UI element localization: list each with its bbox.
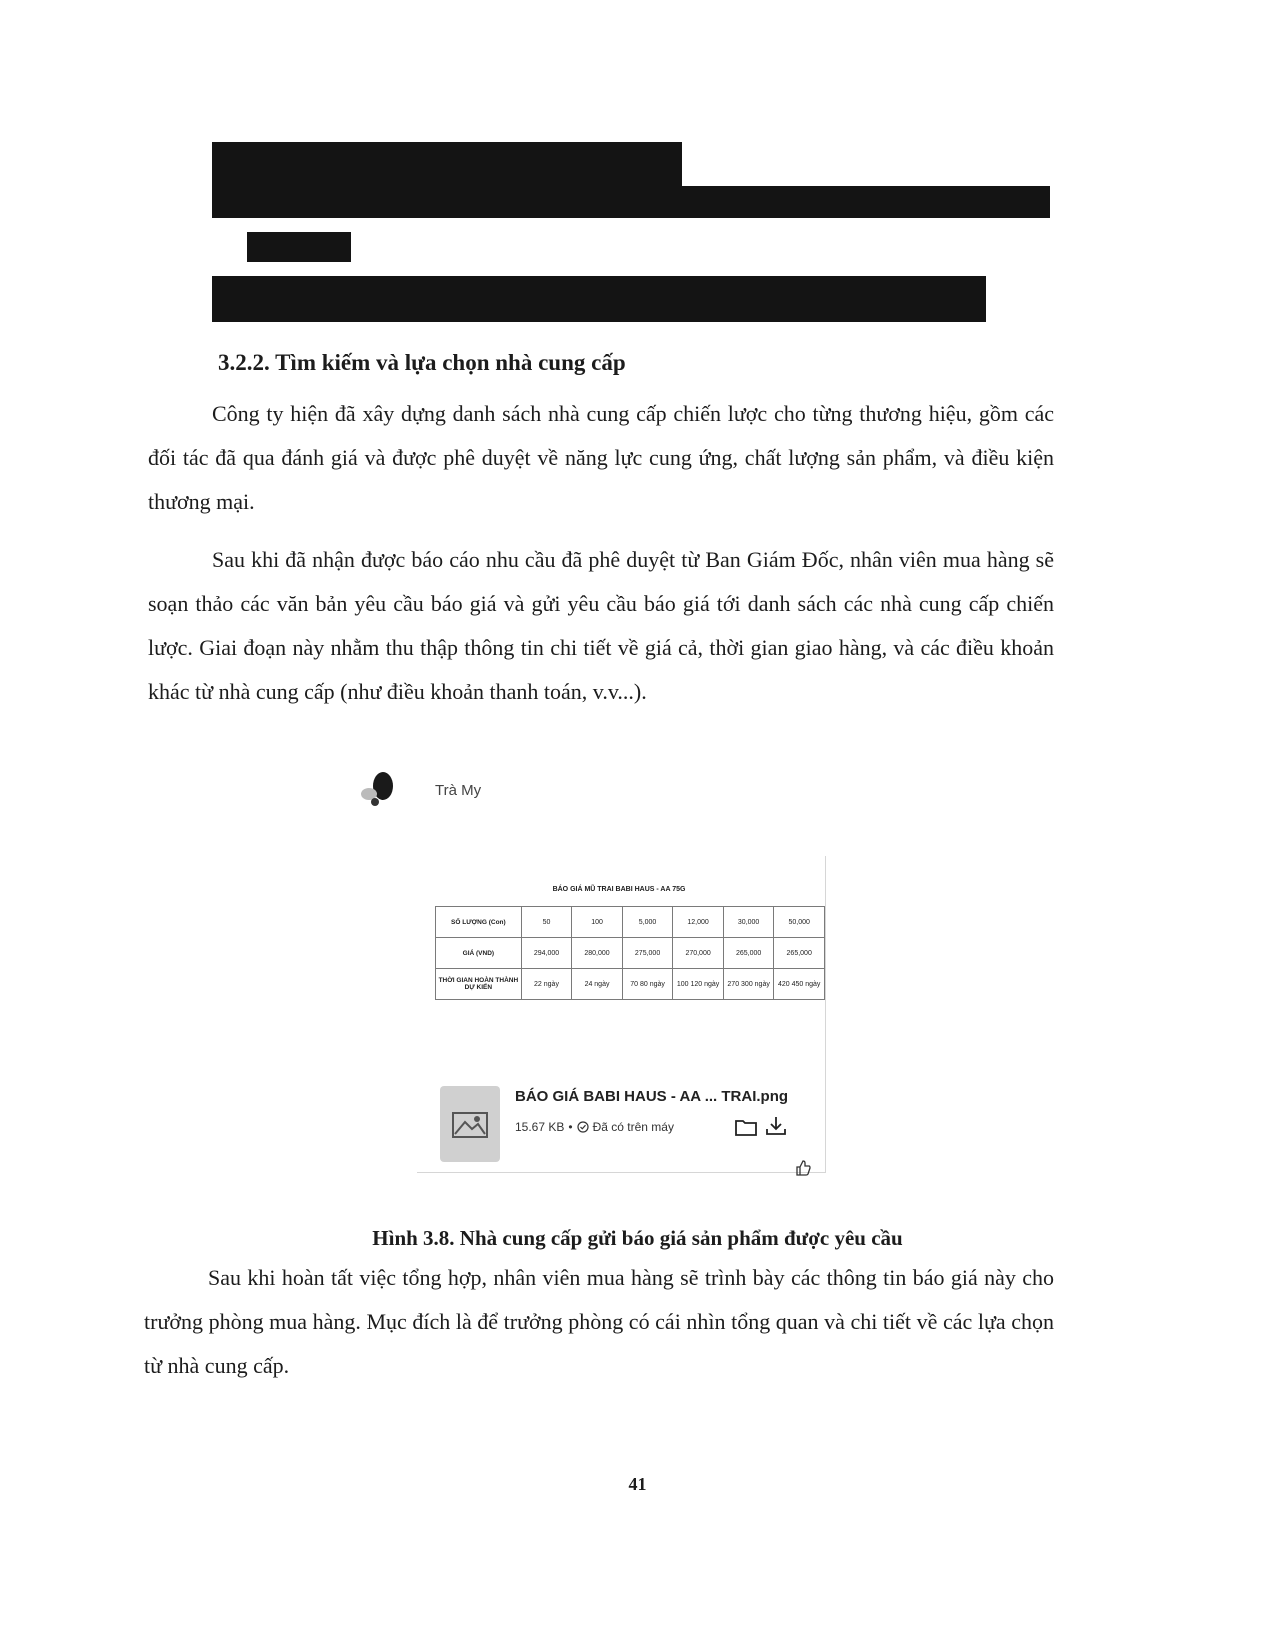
thumbs-up-icon[interactable]	[795, 1160, 811, 1181]
paragraph-1: Công ty hiện đã xây dựng danh sách nhà cung cấp chiến lược cho từng thương hiệu, gồm các đối tác đã qua đánh giá và được phê duyệt về năng lực cung ứng, chất lượng sản phẩm, và điều kiện thương mại.	[148, 401, 1054, 514]
table-row: THỜI GIAN HOÀN THÀNH DỰ KIẾN 22 ngày 24 ngày 70 80 ngày 100 120 ngày 270 300 ngày 420 450 ngày	[436, 969, 825, 1000]
table-row: SỐ LƯỢNG (Con) 50 100 5,000 12,000 30,000 50,000	[436, 907, 825, 938]
file-meta: 15.67 KB • Đã có trên máy	[515, 1120, 674, 1134]
redacted-line-3	[247, 232, 351, 262]
redacted-line-1	[212, 142, 682, 186]
download-icon[interactable]	[765, 1116, 787, 1141]
quote-table	[435, 906, 825, 1000]
redacted-line-4	[212, 276, 986, 322]
paragraph-3: Sau khi hoàn tất việc tổng hợp, nhân viên mua hàng sẽ trình bày các thông tin báo giá này cho trưởng phòng mua hàng. Mục đích là để trưởng phòng có cái nhìn tổng quan và chi tiết về các lựa chọn từ nhà cung cấp.	[144, 1265, 1054, 1378]
check-circle-icon	[577, 1121, 589, 1133]
table-row: GIÁ (VND) 294,000 280,000 275,000 270,000 265,000 265,000	[436, 938, 825, 969]
chat-screenshot	[345, 756, 825, 1196]
sender-name: Trà My	[435, 782, 482, 799]
file-size: 15.67 KB	[515, 1120, 565, 1134]
quote-title: BÁO GIÁ MŨ TRAI BABI HAUS - AA 75G	[552, 886, 686, 893]
image-file-icon[interactable]	[440, 1086, 500, 1162]
section-heading: 3.2.2. Tìm kiếm và lựa chọn nhà cung cấp	[218, 350, 626, 375]
figure-caption: Hình 3.8. Nhà cung cấp gửi báo giá sản phẩm được yêu cầu	[372, 1226, 903, 1250]
folder-icon[interactable]	[735, 1118, 757, 1141]
paragraph-2: Sau khi đã nhận được báo cáo nhu cầu đã phê duyệt từ Ban Giám Đốc, nhân viên mua hàng sẽ soạn thảo các văn bản yêu cầu báo giá và gửi yêu cầu báo giá tới danh sách các nhà cung cấp chiến lược. Giai đoạn này nhằm thu thập thông tin chi tiết về giá cả, thời gian giao hàng, và các điều khoản khác từ nhà cung cấp (như điều khoản thanh toán, v.v...).	[148, 547, 1054, 704]
redacted-line-2	[212, 186, 1050, 218]
file-status: Đã có trên máy	[592, 1120, 674, 1134]
file-name[interactable]: BÁO GIÁ BABI HAUS - AA ... TRAI.png	[515, 1088, 789, 1105]
page-number: 41	[628, 1474, 647, 1494]
avatar	[355, 766, 399, 810]
